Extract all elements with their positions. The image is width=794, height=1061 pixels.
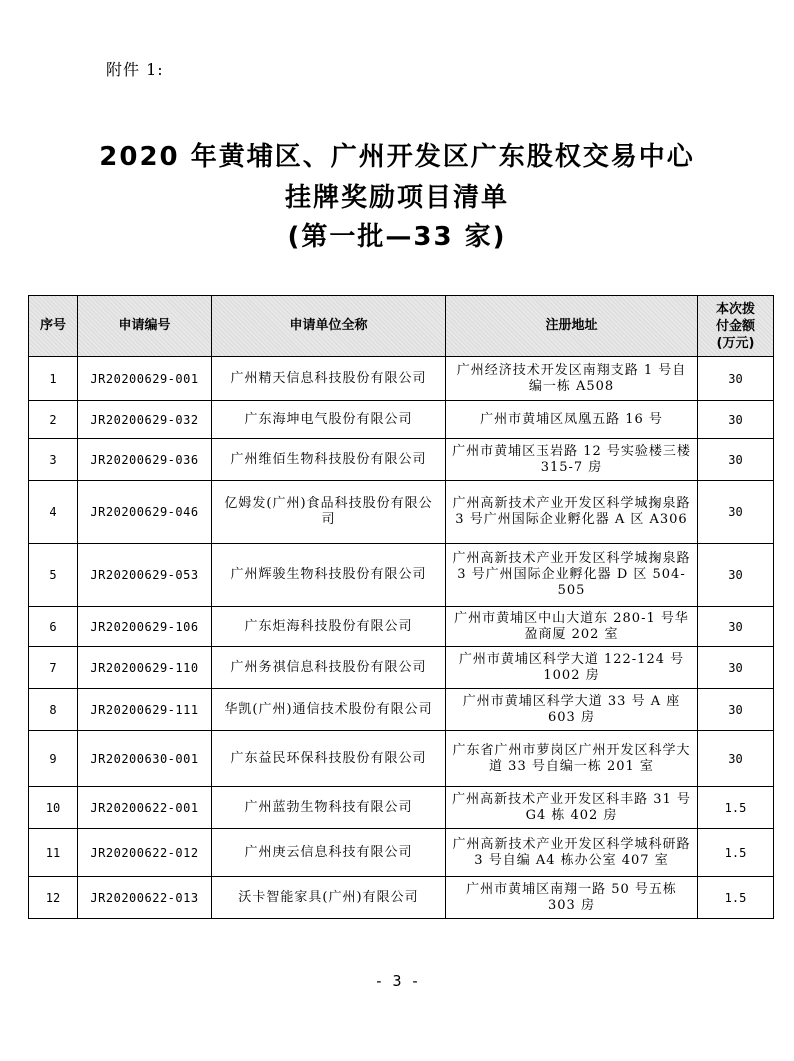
cell-registered-address: 广州高新技术产业开发区科学城掬泉路 3 号广州国际企业孵化器 D 区 504-505: [446, 544, 698, 607]
table-row: [29, 787, 774, 829]
cell-amount: 30: [698, 481, 774, 544]
header-registered-address: 注册地址: [446, 296, 698, 357]
cell-registered-address: 广州市黄埔区中山大道东 280-1 号华盈商厦 202 室: [446, 607, 698, 647]
cell-amount: 30: [698, 607, 774, 647]
document-title-line-3: (第一批—33 家): [287, 222, 507, 252]
header-amount-line: 本次拨: [715, 301, 755, 317]
table-row: [29, 829, 774, 877]
cell-registered-address: 广州市黄埔区凤凰五路 16 号: [446, 401, 698, 439]
table-row: [29, 607, 774, 647]
cell-serial-no: 10: [29, 787, 78, 829]
cell-amount: 1.5: [698, 877, 774, 919]
document-title-line-1: 2020 年黄埔区、广州开发区广东股权交易中心: [99, 142, 695, 172]
cell-application-code: JR20200629-110: [78, 647, 212, 689]
header-amount-line: 付金额: [715, 318, 755, 334]
cell-application-code: JR20200629-053: [78, 544, 212, 607]
cell-serial-no: 7: [29, 647, 78, 689]
cell-application-code: JR20200622-001: [78, 787, 212, 829]
cell-amount: 30: [698, 357, 774, 401]
cell-registered-address: 广东省广州市萝岗区广州开发区科学大道 33 号自编一栋 201 室: [446, 731, 698, 787]
cell-company-name: 广州维佰生物科技股份有限公司: [212, 439, 446, 481]
page-number: - 3 -: [374, 972, 420, 990]
cell-company-name: 广东益民环保科技股份有限公司: [212, 731, 446, 787]
cell-application-code: JR20200622-013: [78, 877, 212, 919]
header-amount-line: (万元): [716, 335, 755, 351]
cell-registered-address: 广州市黄埔区科学大道 122-124 号 1002 房: [446, 647, 698, 689]
cell-serial-no: 4: [29, 481, 78, 544]
cell-serial-no: 8: [29, 689, 78, 731]
cell-serial-no: 9: [29, 731, 78, 787]
table-row: [29, 689, 774, 731]
cell-application-code: JR20200629-032: [78, 401, 212, 439]
cell-application-code: JR20200629-036: [78, 439, 212, 481]
cell-registered-address: 广州高新技术产业开发区科学城科研路 3 号自编 A4 栋办公室 407 室: [446, 829, 698, 877]
cell-registered-address: 广州市黄埔区玉岩路 12 号实验楼三楼 315-7 房: [446, 439, 698, 481]
cell-registered-address: 广州高新技术产业开发区科学城掬泉路 3 号广州国际企业孵化器 A 区 A306: [446, 481, 698, 544]
table-row: [29, 647, 774, 689]
cell-amount: 1.5: [698, 787, 774, 829]
table-header-row: [29, 296, 774, 357]
cell-serial-no: 6: [29, 607, 78, 647]
award-project-table: [28, 295, 774, 919]
table-row: [29, 357, 774, 401]
cell-company-name: 广东炬海科技股份有限公司: [212, 607, 446, 647]
cell-application-code: JR20200629-111: [78, 689, 212, 731]
header-application-code: 申请编号: [78, 296, 212, 357]
cell-application-code: JR20200629-001: [78, 357, 212, 401]
cell-registered-address: 广州市黄埔区科学大道 33 号 A 座 603 房: [446, 689, 698, 731]
table-row: [29, 401, 774, 439]
table-row: [29, 544, 774, 607]
cell-company-name: 广东海坤电气股份有限公司: [212, 401, 446, 439]
cell-application-code: JR20200630-001: [78, 731, 212, 787]
cell-company-name: 广州务祺信息科技股份有限公司: [212, 647, 446, 689]
cell-amount: 30: [698, 439, 774, 481]
cell-amount: 30: [698, 731, 774, 787]
cell-amount: 1.5: [698, 829, 774, 877]
cell-registered-address: 广州经济技术开发区南翔支路 1 号自编一栋 A508: [446, 357, 698, 401]
table-row: [29, 731, 774, 787]
table-row: [29, 481, 774, 544]
cell-serial-no: 1: [29, 357, 78, 401]
table-body: [29, 357, 774, 919]
cell-application-code: JR20200629-106: [78, 607, 212, 647]
cell-serial-no: 5: [29, 544, 78, 607]
cell-company-name: 广州辉骏生物科技股份有限公司: [212, 544, 446, 607]
cell-company-name: 广州庚云信息科技有限公司: [212, 829, 446, 877]
cell-amount: 30: [698, 689, 774, 731]
table-row: [29, 877, 774, 919]
cell-amount: 30: [698, 647, 774, 689]
cell-company-name: 广州蓝勃生物科技有限公司: [212, 787, 446, 829]
cell-company-name: 广州精天信息科技股份有限公司: [212, 357, 446, 401]
table-row: [29, 439, 774, 481]
cell-serial-no: 12: [29, 877, 78, 919]
cell-serial-no: 3: [29, 439, 78, 481]
header-company-name: 申请单位全称: [212, 296, 446, 357]
cell-registered-address: 广州高新技术产业开发区科丰路 31 号 G4 栋 402 房: [446, 787, 698, 829]
cell-application-code: JR20200629-046: [78, 481, 212, 544]
cell-application-code: JR20200622-012: [78, 829, 212, 877]
cell-serial-no: 11: [29, 829, 78, 877]
attachment-label: 附件 1:: [106, 60, 164, 79]
cell-company-name: 华凯(广州)通信技术股份有限公司: [212, 689, 446, 731]
cell-serial-no: 2: [29, 401, 78, 439]
cell-amount: 30: [698, 401, 774, 439]
cell-amount: 30: [698, 544, 774, 607]
cell-company-name: 沃卡智能家具(广州)有限公司: [212, 877, 446, 919]
header-amount: [698, 296, 774, 357]
header-serial-no: 序号: [29, 296, 78, 357]
document-title-line-2: 挂牌奖励项目清单: [284, 183, 509, 213]
cell-registered-address: 广州市黄埔区南翔一路 50 号五栋 303 房: [446, 877, 698, 919]
cell-company-name: 亿姆发(广州)食品科技股份有限公司: [212, 481, 446, 544]
